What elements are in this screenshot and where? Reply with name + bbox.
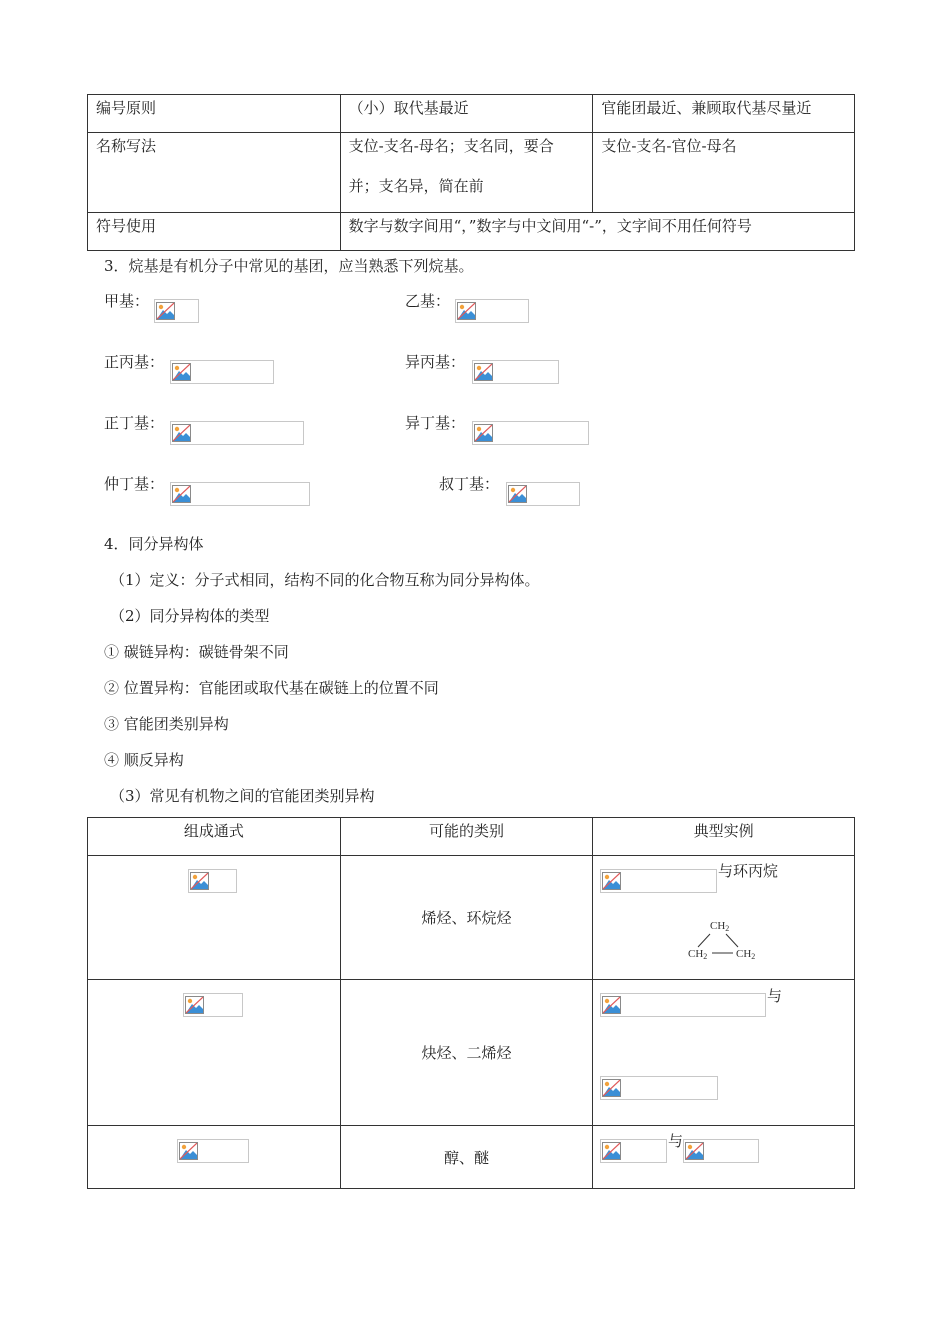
image-placeholder-icon xyxy=(156,302,175,320)
alcohol-example-image xyxy=(600,1139,667,1163)
image-placeholder-icon xyxy=(185,996,204,1014)
common-isomers-heading: （3）常见有机物之间的官能团类别异构 xyxy=(110,787,375,805)
broken-image-icon xyxy=(173,364,190,380)
broken-image-icon xyxy=(186,997,203,1013)
table-cell: 烯烃、环烷烃 xyxy=(340,856,593,980)
sec-butyl-formula-image xyxy=(170,482,310,506)
table-line: 并；支名异，简在前 xyxy=(348,177,484,195)
table-cell: 支位-支名-官位-母名 xyxy=(593,133,855,213)
broken-image-icon xyxy=(603,873,620,889)
isomer-types-heading: （2）同分异构体的类型 xyxy=(110,607,270,625)
n-butyl-formula-image xyxy=(170,421,304,445)
alkyl-label-tert-butyl: 叔丁基： xyxy=(439,475,500,493)
alkyne-connector: 与 xyxy=(767,987,783,1005)
alkyl-label-n-butyl: 正丁基： xyxy=(104,414,165,432)
broken-image-icon xyxy=(191,873,208,889)
table-header: 可能的类别 xyxy=(340,818,593,856)
isopropyl-formula-image xyxy=(472,360,559,384)
isomer-type-2: ② 位置异构：官能团或取代基在碳链上的位置不同 xyxy=(104,679,439,697)
diene-example-image xyxy=(600,1076,718,1100)
table-cell: 数字与数字间用“，”数字与中文间用“-”，文字间不用任何符号 xyxy=(340,213,854,251)
image-placeholder-icon xyxy=(457,302,476,320)
section-4-title: 4．同分异构体 xyxy=(104,535,204,553)
ch2-left: CH2 xyxy=(688,948,708,961)
image-placeholder-icon xyxy=(474,424,493,442)
alkyl-label-methyl: 甲基： xyxy=(104,292,150,310)
bond-left xyxy=(698,934,710,947)
broken-image-icon xyxy=(157,303,174,319)
image-placeholder-icon xyxy=(172,363,191,381)
alcohol-connector: 与 xyxy=(668,1132,684,1150)
section-3-title: 3．烷基是有机分子中常见的基团，应当熟悉下列烷基。 xyxy=(104,257,474,275)
ch2-right: CH2 xyxy=(736,948,756,961)
table-cell: （小）取代基最近 xyxy=(340,95,593,133)
alkyl-label-ethyl: 乙基： xyxy=(405,292,451,310)
alkyne-general-formula-image xyxy=(183,993,243,1017)
table-cell: 炔烃、二烯烃 xyxy=(340,980,593,1126)
alkyl-label-n-propyl: 正丙基： xyxy=(104,353,165,371)
alkyl-label-sec-butyl: 仲丁基： xyxy=(104,475,165,493)
image-placeholder-icon xyxy=(508,485,527,503)
isomer-type-3: ③ 官能团类别异构 xyxy=(104,715,229,733)
naming-rules-table xyxy=(87,94,855,251)
broken-image-icon xyxy=(458,303,475,319)
broken-image-icon xyxy=(173,486,190,502)
alkyne-example-image xyxy=(600,993,766,1017)
ch2-top: CH2 xyxy=(710,920,730,933)
table-cell: 醇、醚 xyxy=(340,1126,593,1189)
broken-image-icon xyxy=(603,1080,620,1096)
table-cell xyxy=(340,133,593,213)
isomer-type-4: ④ 顺反异构 xyxy=(104,751,184,769)
broken-image-icon xyxy=(603,997,620,1013)
image-placeholder-icon xyxy=(602,996,621,1014)
table-cell: 编号原则 xyxy=(88,95,341,133)
methyl-formula-image xyxy=(154,299,199,323)
broken-image-icon xyxy=(475,364,492,380)
image-placeholder-icon xyxy=(179,1142,198,1160)
image-placeholder-icon xyxy=(474,363,493,381)
image-placeholder-icon xyxy=(602,1142,621,1160)
isomer-type-1: ① 碳链异构：碳链骨架不同 xyxy=(104,643,289,661)
broken-image-icon xyxy=(475,425,492,441)
image-placeholder-icon xyxy=(602,1079,621,1097)
table-header: 组成通式 xyxy=(88,818,341,856)
broken-image-icon xyxy=(180,1143,197,1159)
broken-image-icon xyxy=(509,486,526,502)
table-line: 支位-支名-母名；支名同，要合 xyxy=(348,137,554,155)
alcohol-general-formula-image xyxy=(177,1139,249,1163)
table-header: 典型实例 xyxy=(593,818,855,856)
image-placeholder-icon xyxy=(172,485,191,503)
image-placeholder-icon xyxy=(602,872,621,890)
alkene-general-formula-image xyxy=(188,869,237,893)
table-cell: 符号使用 xyxy=(88,213,341,251)
ethyl-formula-image xyxy=(455,299,529,323)
alkene-example-image xyxy=(600,869,717,893)
table-cell: 名称写法 xyxy=(88,133,341,213)
broken-image-icon xyxy=(173,425,190,441)
table-cell: 官能团最近、兼顾取代基尽量近 xyxy=(593,95,855,133)
tert-butyl-formula-image xyxy=(506,482,580,506)
isomer-definition: （1）定义：分子式相同，结构不同的化合物互称为同分异构体。 xyxy=(110,571,540,589)
image-placeholder-icon xyxy=(685,1142,704,1160)
image-placeholder-icon xyxy=(190,872,209,890)
cyclopropane-connector: 与环丙烷 xyxy=(718,862,779,880)
broken-image-icon xyxy=(603,1143,620,1159)
image-placeholder-icon xyxy=(172,424,191,442)
bond-right xyxy=(726,934,738,947)
broken-image-icon xyxy=(686,1143,703,1159)
n-propyl-formula-image xyxy=(170,360,274,384)
cyclopropane-structure xyxy=(682,916,772,966)
ether-example-image xyxy=(683,1139,759,1163)
alkyl-label-isopropyl: 异丙基： xyxy=(405,353,466,371)
alkyl-label-isobutyl: 异丁基： xyxy=(405,414,466,432)
isobutyl-formula-image xyxy=(472,421,589,445)
